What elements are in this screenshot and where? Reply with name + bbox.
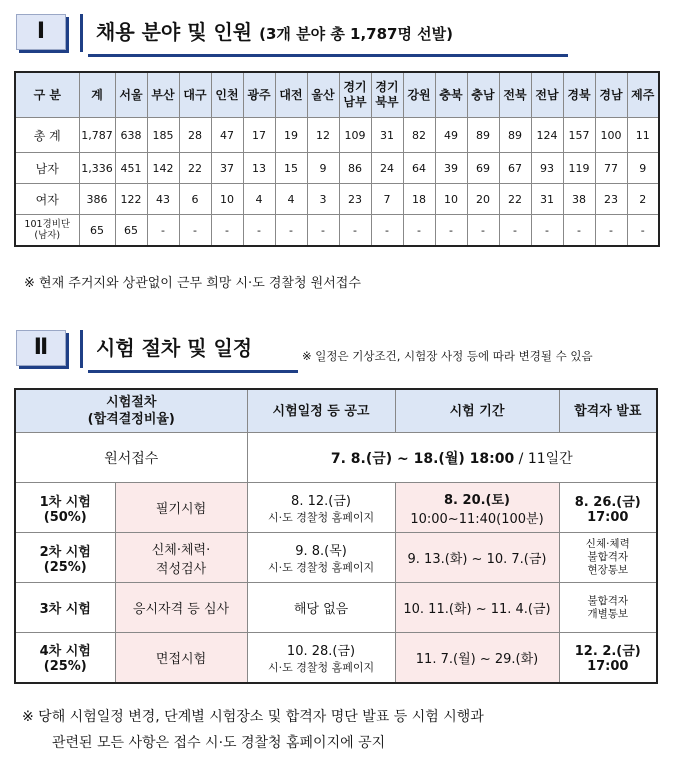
table-cell: - <box>307 215 339 247</box>
table-cell: - <box>531 215 563 247</box>
schedule-header-row <box>15 389 657 433</box>
stage1-period-time: 10:00~11:40(100분) <box>410 511 544 527</box>
stage3-row <box>15 583 657 633</box>
table-cell: 37 <box>211 153 243 184</box>
stage2-row <box>15 533 657 583</box>
header-procedure <box>15 389 247 433</box>
table-cell: 122 <box>115 184 147 215</box>
table-cell: 39 <box>435 153 467 184</box>
section1-header <box>16 14 576 52</box>
row-label <box>15 215 79 247</box>
stage2-type-line2: 적성검사 <box>155 561 207 577</box>
header-cell: 전북 <box>499 72 531 118</box>
table-cell: 6 <box>179 184 211 215</box>
stage2-result <box>559 533 657 583</box>
stage1-notice-where: 시·도 경찰청 홈페이지 <box>267 511 375 524</box>
header-cell: 제주 <box>627 72 659 118</box>
stage4-result-time: 17:00 <box>587 659 629 675</box>
schedule-table <box>14 388 658 684</box>
table-cell: 451 <box>115 153 147 184</box>
header-cell: 경남 <box>595 72 627 118</box>
stage3-label: 3차 시험 <box>15 583 115 633</box>
table-cell: 1,787 <box>79 118 115 153</box>
section2-number: Ⅱ <box>16 330 66 366</box>
table-cell: 10 <box>211 184 243 215</box>
header-cell: 계 <box>79 72 115 118</box>
table-cell: 124 <box>531 118 563 153</box>
recruitment-row <box>15 184 659 215</box>
stage2-type-line1: 신체·체력· <box>151 542 211 558</box>
stage1-type: 필기시험 <box>115 483 247 533</box>
section1-number: Ⅰ <box>16 14 66 50</box>
header-cell: 전남 <box>531 72 563 118</box>
table-cell: - <box>403 215 435 247</box>
recruitment-header-row <box>15 72 659 118</box>
table-cell: 22 <box>499 184 531 215</box>
stage3-result-line2: 개별통보 <box>587 607 629 620</box>
table-cell: 23 <box>339 184 371 215</box>
stage4-label <box>15 633 115 683</box>
table-cell: 638 <box>115 118 147 153</box>
table-cell: - <box>595 215 627 247</box>
table-cell: 109 <box>339 118 371 153</box>
stage1-row <box>15 483 657 533</box>
table-cell: 185 <box>147 118 179 153</box>
table-cell: 28 <box>179 118 211 153</box>
stage1-label <box>15 483 115 533</box>
stage4-ratio: (25%) <box>43 659 87 675</box>
header-cell: 대전 <box>275 72 307 118</box>
table-cell: 69 <box>467 153 499 184</box>
stage3-type: 응시자격 등 심사 <box>115 583 247 633</box>
table-cell: 9 <box>627 153 659 184</box>
application-row <box>15 433 657 483</box>
header-cell: 경북 <box>563 72 595 118</box>
stage1-period-date: 8. 20.(토) <box>444 492 510 508</box>
header-cell: 울산 <box>307 72 339 118</box>
table-cell: - <box>243 215 275 247</box>
header-procedure-line1: 시험절차 <box>106 395 157 410</box>
table-cell: - <box>563 215 595 247</box>
section1-underline <box>88 54 568 57</box>
table-cell: - <box>499 215 531 247</box>
row-label: 총 계 <box>15 118 79 153</box>
section2-divider <box>80 330 83 368</box>
table-cell: 119 <box>563 153 595 184</box>
stage3-result-line1: 불합격자 <box>587 594 629 607</box>
row-label: 남자 <box>15 153 79 184</box>
header-cell: 대구 <box>179 72 211 118</box>
table-cell: 77 <box>595 153 627 184</box>
stage4-result <box>559 633 657 683</box>
header-cell: 강원 <box>403 72 435 118</box>
stage3-result <box>559 583 657 633</box>
stage4-name: 4차 시험 <box>39 644 91 660</box>
header-cell: 광주 <box>243 72 275 118</box>
table-cell: 49 <box>435 118 467 153</box>
table-cell: 15 <box>275 153 307 184</box>
table-cell: - <box>275 215 307 247</box>
row-label-line1: 101경비단 <box>24 219 71 230</box>
application-duration: / 11일간 <box>514 450 573 467</box>
stage4-period: 11. 7.(월) ~ 29.(화) <box>395 633 559 683</box>
header-cell: 충남 <box>467 72 499 118</box>
section1-divider <box>80 14 83 52</box>
table-cell: 31 <box>371 118 403 153</box>
table-cell: 65 <box>79 215 115 247</box>
stage3-period: 10. 11.(화) ~ 11. 4.(금) <box>395 583 559 633</box>
table-cell: 2 <box>627 184 659 215</box>
stage2-notice <box>247 533 395 583</box>
recruitment-row <box>15 215 659 247</box>
stage2-result-line1: 신체·체력 <box>585 538 630 550</box>
header-cell: 충북 <box>435 72 467 118</box>
header-cell: 경기북부 <box>371 72 403 118</box>
table-cell: - <box>339 215 371 247</box>
section1-title <box>96 16 453 45</box>
header-cell: 부산 <box>147 72 179 118</box>
table-cell: 11 <box>627 118 659 153</box>
stage4-notice-where: 시·도 경찰청 홈페이지 <box>267 660 375 674</box>
recruitment-row <box>15 118 659 153</box>
table-cell: 64 <box>403 153 435 184</box>
header-cell: 구 분 <box>15 72 79 118</box>
table-cell: 43 <box>147 184 179 215</box>
table-cell: 65 <box>115 215 147 247</box>
stage4-result-date: 12. 2.(금) <box>574 644 641 660</box>
table-cell: - <box>179 215 211 247</box>
table-cell: - <box>467 215 499 247</box>
table-cell: 31 <box>531 184 563 215</box>
table-cell: 10 <box>435 184 467 215</box>
row-label-line2: (남자) <box>34 230 61 241</box>
header-period: 시험 기간 <box>395 389 559 433</box>
table-cell: - <box>211 215 243 247</box>
section2-note: ※ 일정은 기상조건, 시험장 사정 등에 따라 변경될 수 있음 <box>302 349 593 363</box>
header-procedure-line2: (합격결정비율) <box>87 412 175 427</box>
application-period <box>247 433 657 483</box>
stage1-period <box>395 483 559 533</box>
stage2-notice-date: 9. 8.(목) <box>295 544 347 559</box>
table-cell: 47 <box>211 118 243 153</box>
section2-footnote-line1: ※ 당해 시험일정 변경, 단계별 시험장소 및 합격자 명단 발표 등 시험 시행과 <box>22 709 484 725</box>
application-label: 원서접수 <box>15 433 247 483</box>
table-cell: 20 <box>467 184 499 215</box>
stage1-result-time: 17:00 <box>587 509 629 525</box>
table-cell: 13 <box>243 153 275 184</box>
stage2-period: 9. 13.(화) ~ 10. 7.(금) <box>395 533 559 583</box>
section2-footnote-line2: 관련된 모든 사항은 접수 시·도 경찰청 홈페이지에 공지 <box>52 735 386 751</box>
header-cell: 경기남부 <box>339 72 371 118</box>
stage2-result-line3: 현장통보 <box>587 564 629 576</box>
header-notice: 시험일정 등 공고 <box>247 389 395 433</box>
stage4-notice <box>247 633 395 683</box>
stage1-result <box>559 483 657 533</box>
table-cell: 100 <box>595 118 627 153</box>
table-cell: 142 <box>147 153 179 184</box>
stage2-name: 2차 시험 <box>39 544 91 560</box>
table-cell: 17 <box>243 118 275 153</box>
stage1-ratio: (50%) <box>43 509 87 525</box>
table-cell: 67 <box>499 153 531 184</box>
stage4-row <box>15 633 657 683</box>
table-cell: 38 <box>563 184 595 215</box>
stage2-result-line2: 불합격자 <box>587 551 629 563</box>
section2-underline <box>88 370 298 373</box>
table-cell: 19 <box>275 118 307 153</box>
table-cell: 7 <box>371 184 403 215</box>
stage4-type: 면접시험 <box>115 633 247 683</box>
table-cell: 24 <box>371 153 403 184</box>
header-cell: 서울 <box>115 72 147 118</box>
table-cell: 89 <box>467 118 499 153</box>
table-cell: 23 <box>595 184 627 215</box>
row-label: 여자 <box>15 184 79 215</box>
table-cell: 82 <box>403 118 435 153</box>
application-date: 7. 8.(금) ~ 18.(월) 18:00 <box>330 450 515 467</box>
table-cell: 4 <box>243 184 275 215</box>
table-cell: 9 <box>307 153 339 184</box>
table-cell: 3 <box>307 184 339 215</box>
stage1-notice <box>247 483 395 533</box>
section1-subtitle: (3개 분야 총 1,787명 선발) <box>259 25 454 43</box>
table-cell: - <box>435 215 467 247</box>
header-result: 합격자 발표 <box>559 389 657 433</box>
section1-title-text: 채용 분야 및 인원 <box>96 20 253 44</box>
table-cell: 1,336 <box>79 153 115 184</box>
table-cell: 86 <box>339 153 371 184</box>
table-cell: - <box>627 215 659 247</box>
table-cell: 386 <box>79 184 115 215</box>
table-cell: 93 <box>531 153 563 184</box>
stage1-name: 1차 시험 <box>39 494 91 510</box>
stage2-ratio: (25%) <box>43 559 87 575</box>
stage2-type <box>115 533 247 583</box>
section1-footnote: ※ 현재 주거지와 상관없이 근무 희망 시·도 경찰청 원서접수 <box>24 276 361 291</box>
table-cell: - <box>147 215 179 247</box>
table-cell: 89 <box>499 118 531 153</box>
stage4-notice-date: 10. 28.(금) <box>286 643 356 659</box>
recruitment-table <box>14 71 660 247</box>
table-cell: - <box>371 215 403 247</box>
table-cell: 157 <box>563 118 595 153</box>
stage2-notice-where: 시·도 경찰청 홈페이지 <box>267 561 375 574</box>
recruitment-row <box>15 153 659 184</box>
section2-title: 시험 절차 및 일정 <box>96 336 253 360</box>
stage3-notice: 해당 없음 <box>247 583 395 633</box>
table-cell: 4 <box>275 184 307 215</box>
header-cell: 인천 <box>211 72 243 118</box>
table-cell: 18 <box>403 184 435 215</box>
table-cell: 12 <box>307 118 339 153</box>
stage1-notice-date: 8. 12.(금) <box>291 494 351 509</box>
table-cell: 22 <box>179 153 211 184</box>
stage2-label <box>15 533 115 583</box>
stage1-result-date: 8. 26.(금) <box>574 494 641 510</box>
